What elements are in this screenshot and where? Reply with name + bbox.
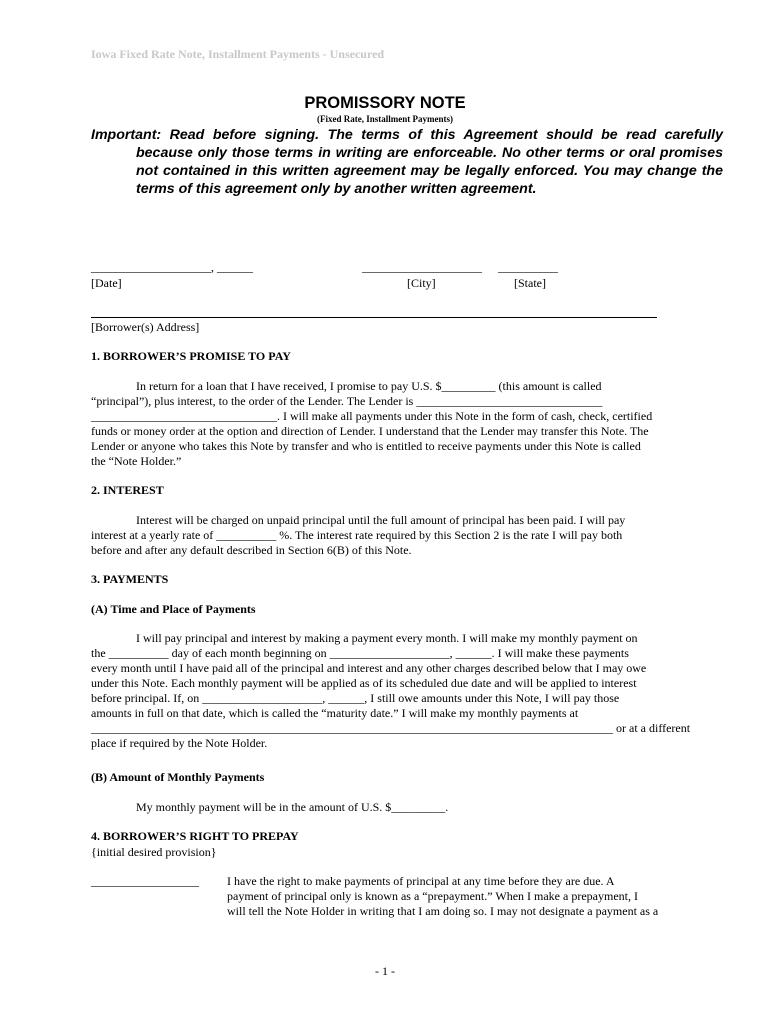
- state-label: [State]: [514, 276, 546, 290]
- section-3a-line: _______________________________________________________________________________________ or at a different: [91, 721, 691, 735]
- important-notice: Important: Read before signing. The terms of this Agreement should be read carefully because only those terms in writing are enforceable. No other terms or oral promises not contained in this written agreement may be legally enforced. You may change the terms of this agreement only by another written agreement.: [91, 127, 723, 197]
- section-3a-line: under this Note. Each monthly payment will be applied as of its scheduled due date and will be applied to interest: [91, 676, 637, 690]
- date-label: [Date]: [91, 276, 122, 290]
- document-title: PROMISSORY NOTE: [304, 94, 466, 112]
- section-3b-paragraph: [91, 800, 678, 815]
- section-4-line: I have the right to make payments of principal at any time before they are due. A: [227, 874, 615, 888]
- section-2-line: Interest will be charged on unpaid principal until the full amount of principal has been paid. I will pay: [136, 513, 626, 527]
- section-3b-heading: (B) Amount of Monthly Payments: [91, 770, 265, 784]
- section-3a-line: every month until I have paid all of the principal and interest and any other charges described below that I may owe: [91, 661, 647, 675]
- section-1-line: funds or money order at the option and direction of Lender. I understand that the Lender may transfer this Note. The: [91, 424, 649, 438]
- section-1-line: the “Note Holder.”: [91, 454, 182, 468]
- page-number: - 1 -: [375, 964, 395, 978]
- initial-blank: __________________: [91, 874, 199, 888]
- provision-note: {initial desired provision}: [91, 845, 217, 859]
- section-1-line: In return for a loan that I have received, I promise to pay U.S. $_________ (this amount is called: [136, 379, 602, 393]
- section-4-paragraph: [227, 874, 682, 919]
- document-header-note: Iowa Fixed Rate Note, Installment Payments - Unsecured: [91, 47, 385, 61]
- section-3-heading: 3. PAYMENTS: [91, 572, 169, 586]
- document-subtitle: (Fixed Rate, Installment Payments): [317, 114, 453, 124]
- section-4-line: payment of principal only is known as a “prepayment.” When I make a prepayment, I: [227, 889, 638, 903]
- city-label: [City]: [407, 276, 436, 290]
- section-3b-line: My monthly payment will be in the amount of U.S. $_________.: [136, 800, 449, 814]
- address-label: [Borrower(s) Address]: [91, 320, 200, 334]
- section-4-heading: 4. BORROWER’S RIGHT TO PREPAY: [91, 829, 299, 843]
- section-3a-line: amounts in full on that date, which is called the “maturity date.” I will make my monthly payments at: [91, 706, 579, 720]
- section-3a-line: I will pay principal and interest by making a payment every month. I will make my monthly payment on: [136, 631, 638, 645]
- section-3a-line: the __________ day of each month beginning on ____________________, ______. I will make these payments: [91, 646, 629, 660]
- section-4-line: will tell the Note Holder in writing that I am doing so. I may not designate a payment as a: [227, 904, 659, 918]
- section-1-heading: 1. BORROWER’S PROMISE TO PAY: [91, 349, 291, 363]
- section-3a-line: before principal. If, on ____________________, ______, I still owe amounts under this Note, I will pay those: [91, 691, 620, 705]
- section-2-line: before and after any default described in Section 6(B) of this Note.: [91, 543, 412, 557]
- section-1-line: “principal”), plus interest, to the order of the Lender. The Lender is _______________________________: [91, 394, 603, 408]
- section-3a-paragraph: [91, 631, 691, 751]
- state-blank: __________: [498, 260, 558, 274]
- section-2-paragraph: [91, 513, 678, 558]
- section-1-line: _______________________________. I will make all payments under this Note in the form of cash, check, certified: [91, 409, 653, 423]
- section-1-line: Lender or anyone who takes this Note by transfer and who is entitled to receive payments under this Note is called: [91, 439, 641, 453]
- section-3a-line: place if required by the Note Holder.: [91, 736, 268, 750]
- date-blank: ____________________, ______: [91, 260, 253, 274]
- section-2-heading: 2. INTEREST: [91, 483, 164, 497]
- section-2-line: interest at a yearly rate of __________ %. The interest rate required by this Section 2 is the rate I will pay both: [91, 528, 623, 542]
- city-blank: ____________________: [362, 260, 482, 274]
- section-3a-heading: (A) Time and Place of Payments: [91, 602, 256, 616]
- section-1-paragraph: [91, 379, 678, 469]
- address-line: [91, 317, 657, 318]
